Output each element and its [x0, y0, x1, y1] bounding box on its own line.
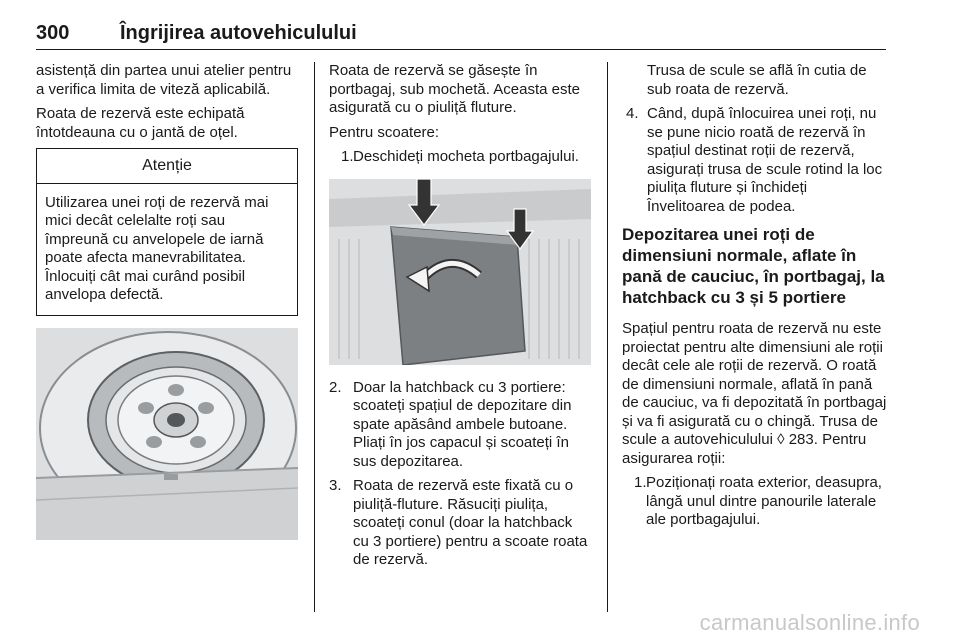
- column-1: [36, 62, 298, 540]
- paragraph: asistență din partea unui atelier pentru a verifica limita de viteză aplicabilă.: [36, 62, 292, 98]
- watermark: carmanualsonline.info: [699, 610, 920, 635]
- paragraph: Roata de rezervă este echipată întotdeauna cu o jantă de oțel.: [36, 105, 245, 141]
- paragraph: Roata de rezervă se găsește în portbagaj, sub mochetă. Aceasta este asigurată cu o piuliță fluture.: [329, 62, 580, 116]
- step-number: 1.: [341, 148, 354, 165]
- spare-wheel-illustration: [36, 328, 298, 540]
- column-3: [622, 62, 888, 536]
- page-ref-number[interactable]: 283: [788, 431, 814, 448]
- trunk-storage-drawing: [329, 179, 591, 365]
- step-3: [329, 477, 591, 570]
- step-3-continuation: Trusa de scule se află în cutia de sub roata de rezervă.: [647, 62, 867, 98]
- step-2: [329, 379, 591, 472]
- column-divider: [607, 62, 608, 612]
- step-text: Când, după înlocuirea unei roți, nu se pune nicio roată de rezervă în spațiul destinat roții de rezervă, asigurați trusa de scule rotind la loc piulița fluture și închideți Învelitoarea de podea.: [647, 105, 883, 215]
- warning-heading: Atenție: [37, 149, 297, 184]
- step-text: Deschideți mocheta portbagajului.: [353, 148, 579, 165]
- paragraph-text-end: . Pentru asigurarea roții:: [622, 431, 867, 467]
- page-header: [36, 20, 886, 50]
- paragraph: [622, 320, 888, 468]
- step-number: 2.: [329, 378, 342, 396]
- step-4: [622, 105, 888, 216]
- step-text: Roata de rezervă este fixată cu o piuliță-fluture. Răsuciți piulița, scoateți conul (doar la hatchback cu 3 portiere) pentru a scoate roata de rezervă.: [353, 477, 588, 568]
- page-ref-icon: ◊: [777, 431, 785, 448]
- spare-wheel-drawing: [36, 328, 298, 540]
- section-heading: Depozitarea unei roți de dimensiuni normale, aflate în pană de cauciuc, în portbagaj, la hatchback cu 3 și 5 portiere: [622, 225, 885, 307]
- paragraph-text: Spațiul pentru roata de rezervă nu este proiectat pentru alte dimensiuni ale roții decât cele ale roții de rezervă. O roată de dimensiuni normale, aflată în pană de cauciuc, va fi depozitată în portbagaj și va fi asigurată cu o chingă. Trusa de scule a autovehiculului: [622, 320, 887, 448]
- step-1: [329, 148, 591, 167]
- trunk-storage-illustration: [329, 179, 591, 365]
- column-divider: [314, 62, 315, 612]
- step-text: Doar la hatchback cu 3 portiere: scoateți spațiul de depozitare din spate apăsând ambele butoane. Pliați în jos capacul și scoateți în sus depozitarea.: [353, 378, 572, 470]
- step-number: 4.: [626, 105, 639, 122]
- step-number: 3.: [329, 477, 342, 494]
- page-title: Îngrijirea autovehiculului: [120, 22, 357, 44]
- step-number: 1.: [634, 474, 647, 491]
- warning-box: [36, 148, 298, 316]
- paragraph: Pentru scoatere:: [329, 123, 440, 141]
- step-text: Poziționați roata exterior, deasupra, lângă unul dintre panourile laterale ale portbagajului.: [646, 474, 882, 528]
- page-number: 300: [36, 22, 70, 44]
- column-2: [329, 62, 591, 576]
- warning-body: Utilizarea unei roți de rezervă mai mici decât celelalte roți sau împreună cu anvelopele de iarnă poate afecta manevrabilitatea. Înlocuiți cât mai curând posibil anvelopa defectă.: [45, 193, 269, 303]
- step-1: [622, 474, 888, 530]
